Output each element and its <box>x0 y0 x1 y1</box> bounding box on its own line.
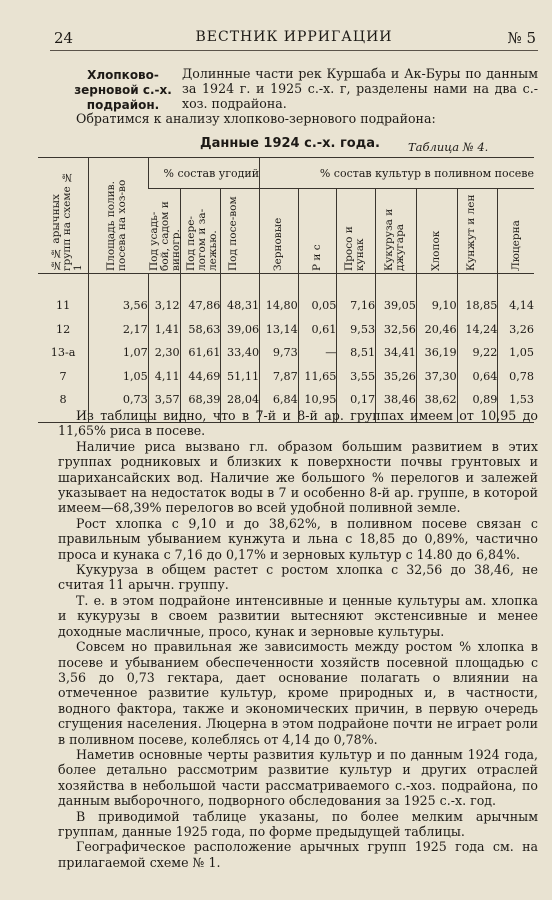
table-cell: 2,17 <box>89 318 149 342</box>
col-header-crops-area: Под посе-вом <box>221 189 260 274</box>
issue-number: № 5 <box>507 29 536 47</box>
table-cell: 3,12 <box>148 274 180 318</box>
table-cell: 18,85 <box>457 274 498 318</box>
col-header-gardens: Под усадь-бой, садом и виногр. <box>148 189 180 274</box>
table-cell: 7,16 <box>337 274 376 318</box>
table-cell: 8 <box>38 388 89 422</box>
table-cell: 51,11 <box>221 365 260 389</box>
table-cell: 3,55 <box>337 365 376 389</box>
table-cell: 36,19 <box>416 341 457 365</box>
table-cell: 38,46 <box>376 388 417 422</box>
table-cell: 35,26 <box>376 365 417 389</box>
paragraph: Наметив основные черты развития культур и по данным 1924 года, более детально рассмотрим развитие культур и других отраслей хозяйства в небольшой части рассматриваемого с.-хоз. подрайона, по данным выборочного, подворного обследования за 1925 с.-х. год. <box>58 746 538 809</box>
paragraph: Наличие риса вызвано гл. образом большим развитием в этих группах родниковых и близких к поверхности почвы грунтовых и шарихансайских вод. Наличие же большого % перелогов и залежей указывает на недостаток воды в 7 и особенно 8-й ар. группе, в которой имеем—68,39% перелогов во всей удобной поливной земле. <box>58 438 538 516</box>
table-cell: 1,53 <box>498 388 534 422</box>
table-cell: 14,80 <box>260 274 299 318</box>
table-cell: 58,63 <box>180 318 221 342</box>
table-row <box>38 365 534 389</box>
paragraph: В приводимой таблице указаны, по более мелким арычным группам, данные 1925 года, по форме предыдущей таблицы. <box>58 808 538 839</box>
table-cell: 37,30 <box>416 365 457 389</box>
table-cell: 11,65 <box>298 365 337 389</box>
table-cell: 32,56 <box>376 318 417 342</box>
table-cell: 39,05 <box>376 274 417 318</box>
col-header-corn: Кукуруза и джугара <box>376 189 417 274</box>
table-cell: 44,69 <box>180 365 221 389</box>
body-text <box>58 408 538 870</box>
col-header-group: №№ арычных групп на схеме № 1 <box>38 158 89 274</box>
table-cell: 7 <box>59 369 67 383</box>
col-header-grain: Зерновые <box>260 189 299 274</box>
table-cell: 28,04 <box>221 388 260 422</box>
running-header <box>50 28 538 51</box>
col-header-sesame: Кунжут и лен <box>457 189 498 274</box>
lead-sentence: Обратимся к анализу хлопково-зернового подрайона: <box>76 111 436 126</box>
table-cell: 11 <box>55 299 71 313</box>
table-label: Таблица № 4. <box>408 140 489 154</box>
table-cell: 2,30 <box>148 341 180 365</box>
table-cell: 3,26 <box>498 318 534 342</box>
table-cell: 48,31 <box>221 274 260 318</box>
table-cell: 61,61 <box>180 341 221 365</box>
table-cell: 20,46 <box>416 318 457 342</box>
table-cell: 4,14 <box>498 274 534 318</box>
group-header-crops: % состав культур в поливном посеве <box>260 158 534 189</box>
table-cell: 0,73 <box>89 388 149 422</box>
table-cell: 0,61 <box>298 318 337 342</box>
col-header-millet: Просо и кунак <box>337 189 376 274</box>
table-caption: Данные 1924 с.-х. года. <box>200 136 380 151</box>
table-cell: 0,89 <box>457 388 498 422</box>
table-cell: 14,24 <box>457 318 498 342</box>
table-cell: 1,07 <box>89 341 149 365</box>
col-header-area: Площадь полив. посева на хоз-во <box>89 158 149 274</box>
table-group-header-row <box>38 158 534 189</box>
col-header-alfalfa: Люцерна <box>498 189 534 274</box>
table-cell: 0,05 <box>298 274 337 318</box>
table-cell: 12 <box>55 322 71 336</box>
table-cell: 3,56 <box>89 274 149 318</box>
table-cell: 3,57 <box>148 388 180 422</box>
paragraph: Т. е. в этом подрайоне интенсивные и ценные культуры ам. хлопка и кукурузы в своем развитии вытесняют экстенсивные и менее доходные масличные, просо, кунак и зерновые культуры. <box>58 592 538 639</box>
table-cell: 33,40 <box>221 341 260 365</box>
table-cell: 39,06 <box>221 318 260 342</box>
table-cell: 47,86 <box>180 274 221 318</box>
table-cell: 38,62 <box>416 388 457 422</box>
group-header-lands: % состав угодий <box>148 158 259 189</box>
table-cell: 0,17 <box>337 388 376 422</box>
table-cell: — <box>298 341 337 365</box>
data-table <box>38 157 534 423</box>
table-cell: 1,05 <box>89 365 149 389</box>
table-cell: 9,73 <box>260 341 299 365</box>
table-cell: 0,64 <box>457 365 498 389</box>
section-intro: Долинные части рек Куршаба и Ак-Буры по данным за 1924 г. и 1925 с.-х. г, разделены нами на два с.-хоз. подрайона. <box>182 66 538 111</box>
paragraph: Совсем но правильная же зависимость между ростом % хлопка в посеве и убыванием обеспеченности хозяйств посевной площадью с 3,56 до 0,73 гектара, дает основание полагать о влиянии на отмеченное развитие культур, кроме природных и, в частности, водного фактора, также и экономических причин, в первую очередь сгущения населения. Люцерна в этом подрайоне почти не играет роли в поливном посеве, колеблясь от 4,14 до 0,78%. <box>58 639 538 747</box>
paragraph: Кукуруза в общем растет с ростом хлопка с 32,56 до 38,46, не считая 11 арычн. группу. <box>58 562 538 593</box>
table-cell: 13-а <box>50 346 76 360</box>
table-cell: 1,41 <box>148 318 180 342</box>
section-side-title: Хлопково-зерновой с.-х. подрайон. <box>74 68 172 112</box>
table-cell: 1,05 <box>498 341 534 365</box>
paragraph: Географическое расположение арычных групп 1925 года см. на прилагаемой схеме № 1. <box>58 839 538 870</box>
col-header-fallow: Под пере-логом и за-лежью. <box>180 189 221 274</box>
table-cell: 0,78 <box>498 365 534 389</box>
table-cell: 4,11 <box>148 365 180 389</box>
table-cell: 8,51 <box>337 341 376 365</box>
journal-title: ВЕСТНИК ИРРИГАЦИИ <box>195 29 393 45</box>
table-cell: 9,22 <box>457 341 498 365</box>
table-cell: 9,10 <box>416 274 457 318</box>
paragraph: Из таблицы видно, что в 7-й и 8-й ар. группах имеем от 10,95 до 11,65% риса в посеве. <box>58 408 538 439</box>
table-cell: 7,87 <box>260 365 299 389</box>
col-header-cotton: Хлопок <box>416 189 457 274</box>
table-cell: 68,39 <box>180 388 221 422</box>
table-row <box>38 318 534 342</box>
table-row <box>38 341 534 365</box>
table-row <box>38 274 534 318</box>
paragraph: Рост хлопка с 9,10 и до 38,62%, в поливном посеве связан с правильным убыванием кунжута и льна с 18,85 до 0,89%, частично проса и кунака с 7,16 до 0,17% и зерновых культур с 14.80 до 6,84%. <box>58 515 538 562</box>
table-cell: 10,95 <box>298 388 337 422</box>
table-cell: 6,84 <box>260 388 299 422</box>
table-body <box>38 274 534 423</box>
col-header-rice: Р и с <box>298 189 337 274</box>
table-cell: 9,53 <box>337 318 376 342</box>
table-cell: 13,14 <box>260 318 299 342</box>
page-number: 24 <box>54 29 74 47</box>
table-cell: 34,41 <box>376 341 417 365</box>
